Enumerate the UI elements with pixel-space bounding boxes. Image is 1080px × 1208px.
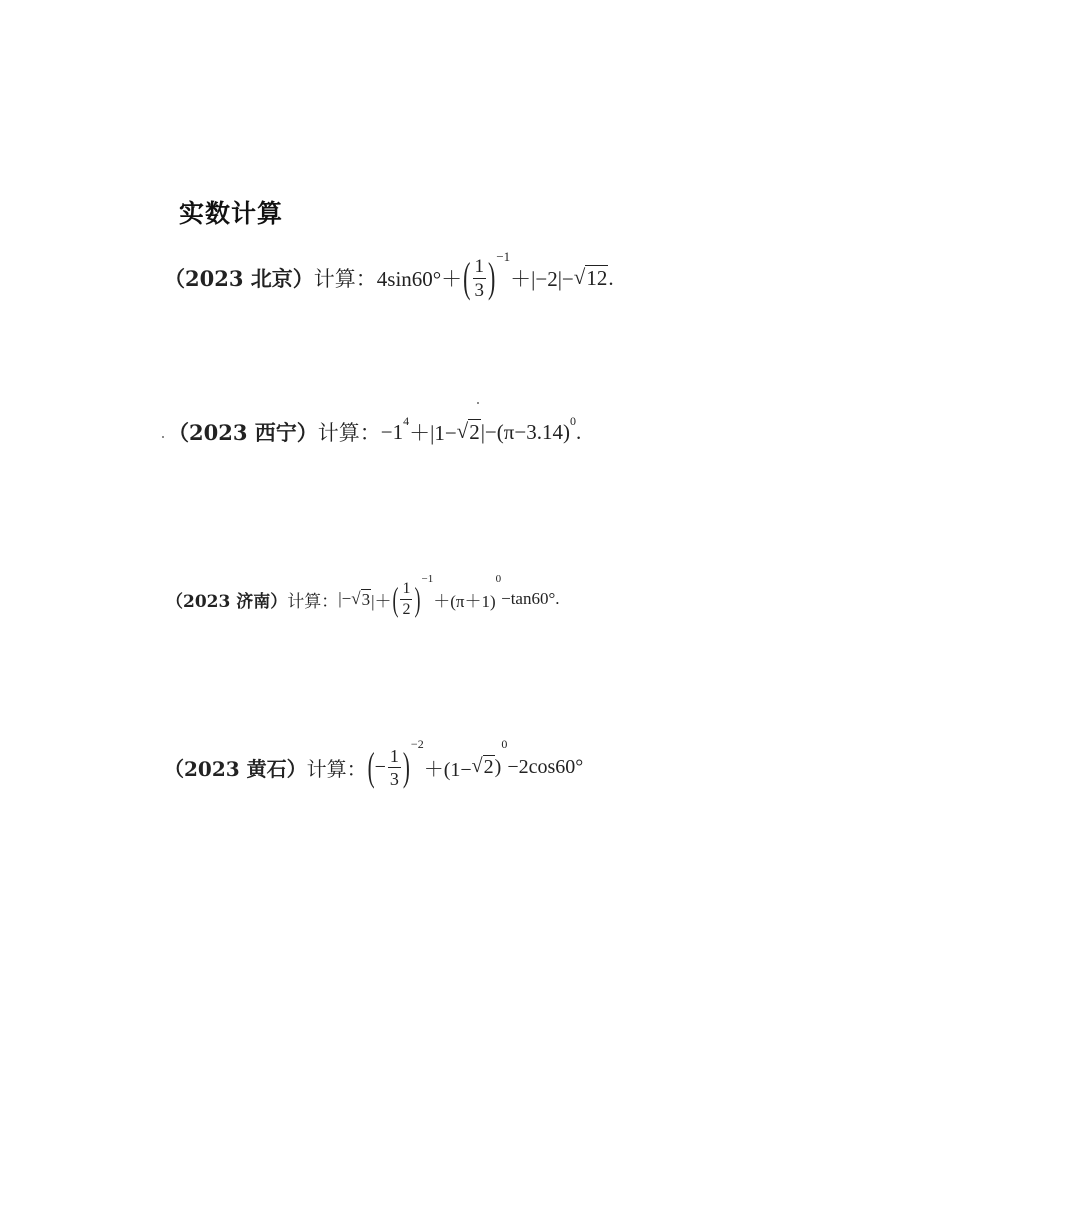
- left-paren: (: [367, 743, 375, 789]
- fraction-denominator: 2: [402, 600, 411, 618]
- radical-sign-icon: √: [456, 419, 469, 443]
- fraction-denominator: 3: [389, 768, 399, 789]
- square-root: [457, 419, 481, 445]
- fraction-denominator: 3: [474, 279, 484, 301]
- problem-label: 计算：: [317, 421, 381, 445]
- expression-part: 4sin60°＋: [376, 267, 463, 291]
- left-paren: (: [392, 580, 399, 618]
- radicand: 12: [586, 266, 608, 290]
- expression-part: |＋: [371, 591, 392, 611]
- problem-source: （2023 西宁）: [168, 420, 318, 445]
- expression-part: .: [608, 265, 614, 290]
- expression-part: ): [494, 755, 502, 778]
- square-root: [472, 755, 495, 779]
- problem-2: [168, 414, 582, 447]
- exponent: 0: [569, 414, 576, 428]
- left-paren: (: [463, 253, 471, 301]
- expression-part: ＋|1−: [409, 421, 457, 445]
- scan-speck: [162, 436, 164, 438]
- expression-part: ＋|−2|−: [510, 267, 574, 291]
- problem-label: 计算：: [287, 591, 339, 612]
- radicand: 2: [469, 420, 480, 444]
- problem-source: （2023 黄石）: [164, 756, 307, 781]
- problem-4: [164, 737, 584, 794]
- page-title: 实数计算: [179, 199, 284, 228]
- fraction-group: [463, 253, 496, 301]
- exponent: −1: [421, 573, 434, 585]
- radicand: 3: [361, 589, 371, 609]
- exponent: −1: [496, 249, 511, 264]
- square-root: [574, 265, 609, 291]
- expression-part: .: [575, 419, 582, 444]
- exponent: 4: [403, 414, 410, 428]
- fraction: [400, 581, 412, 618]
- expression-part: −tan60°.: [501, 589, 560, 608]
- exponent: 0: [501, 737, 508, 751]
- problem-label: 计算：: [313, 267, 377, 291]
- fraction-group: [367, 743, 410, 789]
- radical-sign-icon: √: [573, 265, 586, 289]
- fraction: [388, 747, 401, 788]
- problem-label: 计算：: [306, 756, 367, 781]
- right-paren: ): [488, 253, 496, 301]
- expression-part: −1: [380, 419, 404, 444]
- radicand: 2: [483, 756, 494, 778]
- expression-part: ＋(1−: [423, 758, 472, 781]
- radical-sign-icon: √: [471, 755, 483, 777]
- exponent: 0: [495, 573, 502, 585]
- expression-part: |−: [338, 589, 352, 608]
- fraction-numerator: 1: [400, 581, 412, 600]
- square-root: [351, 589, 371, 610]
- expression-part: −: [374, 755, 386, 778]
- fraction-numerator: 1: [474, 255, 484, 277]
- problem-3: [166, 573, 560, 622]
- fraction-group: [392, 581, 420, 618]
- scan-speck: [477, 402, 479, 404]
- exponent: −2: [410, 737, 424, 751]
- expression-part: −2cos60°: [507, 755, 584, 778]
- expression-part: ＋(π＋1): [433, 591, 496, 611]
- radical-sign-icon: √: [351, 588, 361, 608]
- right-paren: ): [414, 580, 421, 618]
- fraction: [473, 257, 487, 300]
- fraction-numerator: 1: [389, 745, 399, 766]
- expression-part: |−(π−3.14): [480, 419, 570, 444]
- problem-1: [164, 249, 614, 304]
- problem-source: （2023 济南）: [166, 591, 288, 612]
- right-paren: ): [402, 743, 410, 789]
- problem-source: （2023 北京）: [164, 266, 314, 291]
